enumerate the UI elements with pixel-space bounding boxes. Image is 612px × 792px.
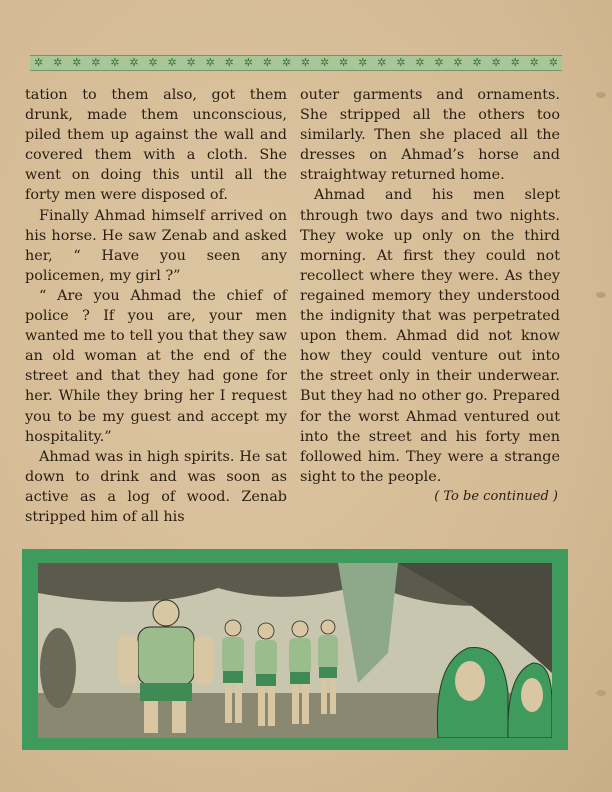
ornament-motif: ✲ — [510, 56, 520, 69]
ornament-motif: ✲ — [53, 56, 63, 69]
paragraph: Finally Ahmad himself arrived on his horse. He saw Zenab and asked her, “ Have you seen any policemen, my girl ?” — [25, 207, 287, 284]
to-be-continued-note: ( To be continued ) — [434, 488, 558, 504]
ornament-motif: ✲ — [262, 56, 272, 69]
ornament-motif: ✲ — [415, 56, 425, 69]
ornament-motif: ✲ — [224, 56, 234, 69]
paragraph: Ahmad was in high spirits. He sat down to drink and was soon as active as a log of wood. Zenab stripped him of all his — [25, 448, 287, 525]
ornament-motif: ✲ — [319, 56, 330, 69]
decorative-border — [30, 55, 562, 71]
paragraph: “ Are you Ahmad the chief of police ? If you are, your men wanted me to tell you that they saw an old woman at the end of the street and that they had gone for her. While they bring her I request you to be my guest and accept my hospitality.” — [25, 287, 287, 445]
ornament-motif: ✲ — [434, 56, 444, 69]
page-fleck — [596, 292, 606, 298]
ornament-motif: ✲ — [377, 56, 387, 69]
ornament-motif: ✲ — [205, 56, 215, 69]
ornament-motif: ✲ — [91, 56, 101, 69]
illustration-frame — [22, 549, 568, 750]
ornament-motif: ✲ — [110, 56, 120, 69]
ornament-motif: ✲ — [281, 56, 292, 69]
ornament-motif: ✲ — [167, 56, 177, 69]
ornament-motif: ✲ — [186, 56, 196, 69]
ornament-motif: ✲ — [339, 56, 349, 69]
right-text-column — [300, 85, 560, 507]
page-fleck — [596, 92, 606, 98]
ornament-motif: ✲ — [453, 56, 463, 69]
ornament-motif: ✲ — [396, 56, 406, 69]
street-procession-illustration — [38, 563, 552, 738]
ornament-motif: ✲ — [243, 56, 253, 69]
ornament-motif: ✲ — [472, 56, 482, 69]
ornament-motif: ✲ — [148, 56, 158, 69]
ornament-motif: ✲ — [529, 56, 539, 69]
ornament-motif: ✲ — [300, 56, 311, 69]
left-text-column — [25, 85, 287, 527]
page-fleck — [596, 690, 606, 696]
ornament-motif: ✲ — [129, 56, 139, 69]
paragraph: outer garments and ornaments. She stripped all the others too similarly. Then she placed all the dresses on Ahmad’s horse and straightway returned home. — [300, 87, 560, 184]
ornament-motif: ✲ — [491, 56, 501, 69]
ornament-motif: ✲ — [548, 56, 558, 69]
ornament-motif: ✲ — [34, 56, 44, 69]
ornament-motif: ✲ — [72, 56, 82, 69]
ornament-motif: ✲ — [358, 56, 368, 69]
paragraph: tation to them also, got them drunk, made them unconscious, piled them up against the wall and covered them with a cloth. She went on doing this until all the forty men were disposed of. — [25, 87, 287, 204]
paragraph: Ahmad and his men slept through two days and two nights. They woke up only on the third morning. At first they could not recollect where they were. As they regained memory they understood the indignity that was perpetrated upon them. Ahmad did not know how they could venture out into the street only in their underwear. But they had no other go. Prepared for the worst Ahmad ventured out into the street and his forty men followed him. They were a strange sight to the people. — [300, 187, 560, 485]
